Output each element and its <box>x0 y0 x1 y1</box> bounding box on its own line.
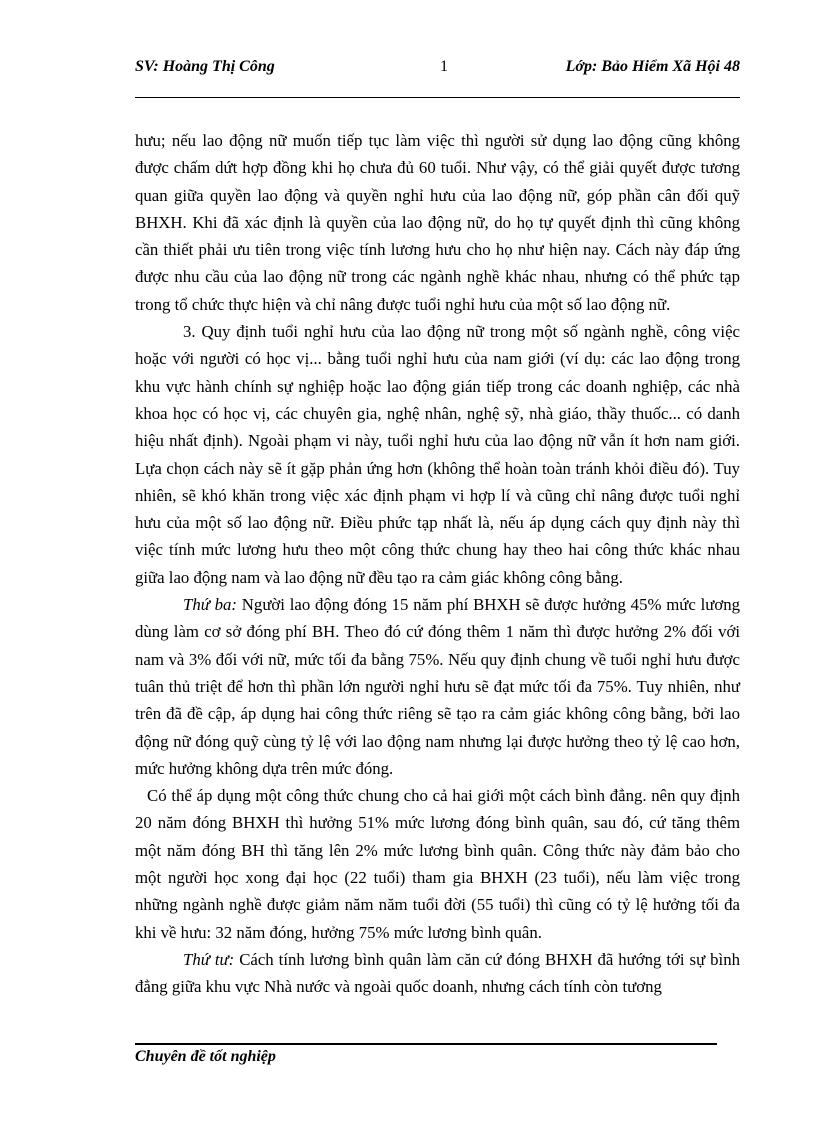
paragraph-2: 3. Quy định tuổi nghỉ hưu của lao động nữ trong một số ngành nghề, công việc hoặc với người có học vị... bằng tuổi nghỉ hưu của nam giới (ví dụ: các lao động trong khu vực hành chính sự nghiệp hoặc lao động gián tiếp trong các doanh nghiệp, các nhà khoa học có học vị, các chuyên gia, nghệ nhân, nghệ sỹ, nhà giáo, thầy thuốc... có danh hiệu nhất định). Ngoài phạm vi này, tuổi nghỉ hưu của lao động nữ vẫn ít hơn nam giới. Lựa chọn cách này sẽ ít gặp phản ứng hơn (không thể hoàn toàn tránh khỏi điều đó). Tuy nhiên, sẽ khó khăn trong việc xác định phạm vi hợp lí và cũng chỉ nâng được tuổi nghỉ hưu của một số lao động nữ. Điều phức tạp nhất là, nếu áp dụng cách quy định này thì việc tính mức lương hưu theo một công thức chung hay theo hai công thức khác nhau giữa lao động nam và lao động nữ đều tạo ra cảm giác không công bằng. <box>135 322 740 587</box>
paragraph-3-text: Người lao động đóng 15 năm phí BHXH sẽ được hưởng 45% mức lương dùng làm cơ sở đóng phí BH. Theo đó cứ đóng thêm 1 năm thì được hưởng 2% đối với nam và 3% đối với nữ, mức tối đa bằng 75%. Nếu quy định chung về tuổi nghỉ hưu được tuân thủ triệt để hơn thì phần lớn người nghỉ hưu sẽ đạt mức tối đa 75%. Tuy nhiên, như trên đã đề cập, áp dụng hai công thức riêng sẽ tạo ra cảm giác không công bằng, bởi lao động nữ đóng quỹ cùng tỷ lệ với lao động nam nhưng lại được hưởng theo tỷ lệ cao hơn, mức hưởng không dựa trên mức đóng. <box>135 595 740 778</box>
page-header <box>135 58 740 80</box>
header-student-name: SV: Hoàng Thị Công <box>135 58 275 75</box>
paragraph-3 <box>135 591 740 782</box>
paragraph-4: Có thể áp dụng một công thức chung cho cả hai giới một cách bình đẳng. nên quy định 20 năm đóng BHXH thì hưởng 51% mức lương đóng bình quân, sau đó, cứ tăng thêm một năm đóng BH thì tăng lên 2% mức lương bình quân. Công thức này đảm bảo cho một người học xong đại học (22 tuổi) tham gia BHXH (23 tuổi), nếu làm việc trong những ngành nghề được giảm năm năm tuổi đời (55 tuổi) thì cũng có tỷ lệ hưởng tối đa khi về hưu: 32 năm đóng, hưởng 75% mức lương bình quân. <box>135 786 740 942</box>
footer-label: Chuyên đề tốt nghiệp <box>135 1048 276 1065</box>
paragraph-1: hưu; nếu lao động nữ muốn tiếp tục làm việc thì người sử dụng lao động cũng không được chấm dứt hợp đồng khi họ chưa đủ 60 tuổi. Như vậy, có thể giải quyết được tương quan giữa quyền lao động và quyền nghỉ hưu của lao động nữ, góp phần cân đối quỹ BHXH. Khi đã xác định là quyền của lao động nữ, do họ tự quyết định thì cũng không cần thiết phải ưu tiên trong việc tính lương hưu cho họ như hiện nay. Cách này đáp ứng được nhu cầu của lao động nữ trong các ngành nghề khác nhau, nhưng có thể phức tạp trong tổ chức thực hiện và chỉ nâng được tuổi nghỉ hưu của một số lao động nữ. <box>135 131 740 314</box>
paragraph-5 <box>135 946 740 1001</box>
header-page-number: 1 <box>440 58 448 75</box>
header-class-name: Lớp: Bảo Hiểm Xã Hội 48 <box>565 58 740 75</box>
paragraph-5-lead: Thứ tư: <box>183 949 235 969</box>
paragraph-5-text: Cách tính lương bình quân làm căn cứ đóng BHXH đã hướng tới sự bình đẳng giữa khu vực Nhà nước và ngoài quốc doanh, nhưng cách tính còn tương <box>135 949 740 997</box>
paragraph-3-lead: Thứ ba: <box>183 595 238 615</box>
document-body <box>135 127 740 1001</box>
header-divider <box>135 97 740 98</box>
footer-divider <box>135 1043 717 1045</box>
